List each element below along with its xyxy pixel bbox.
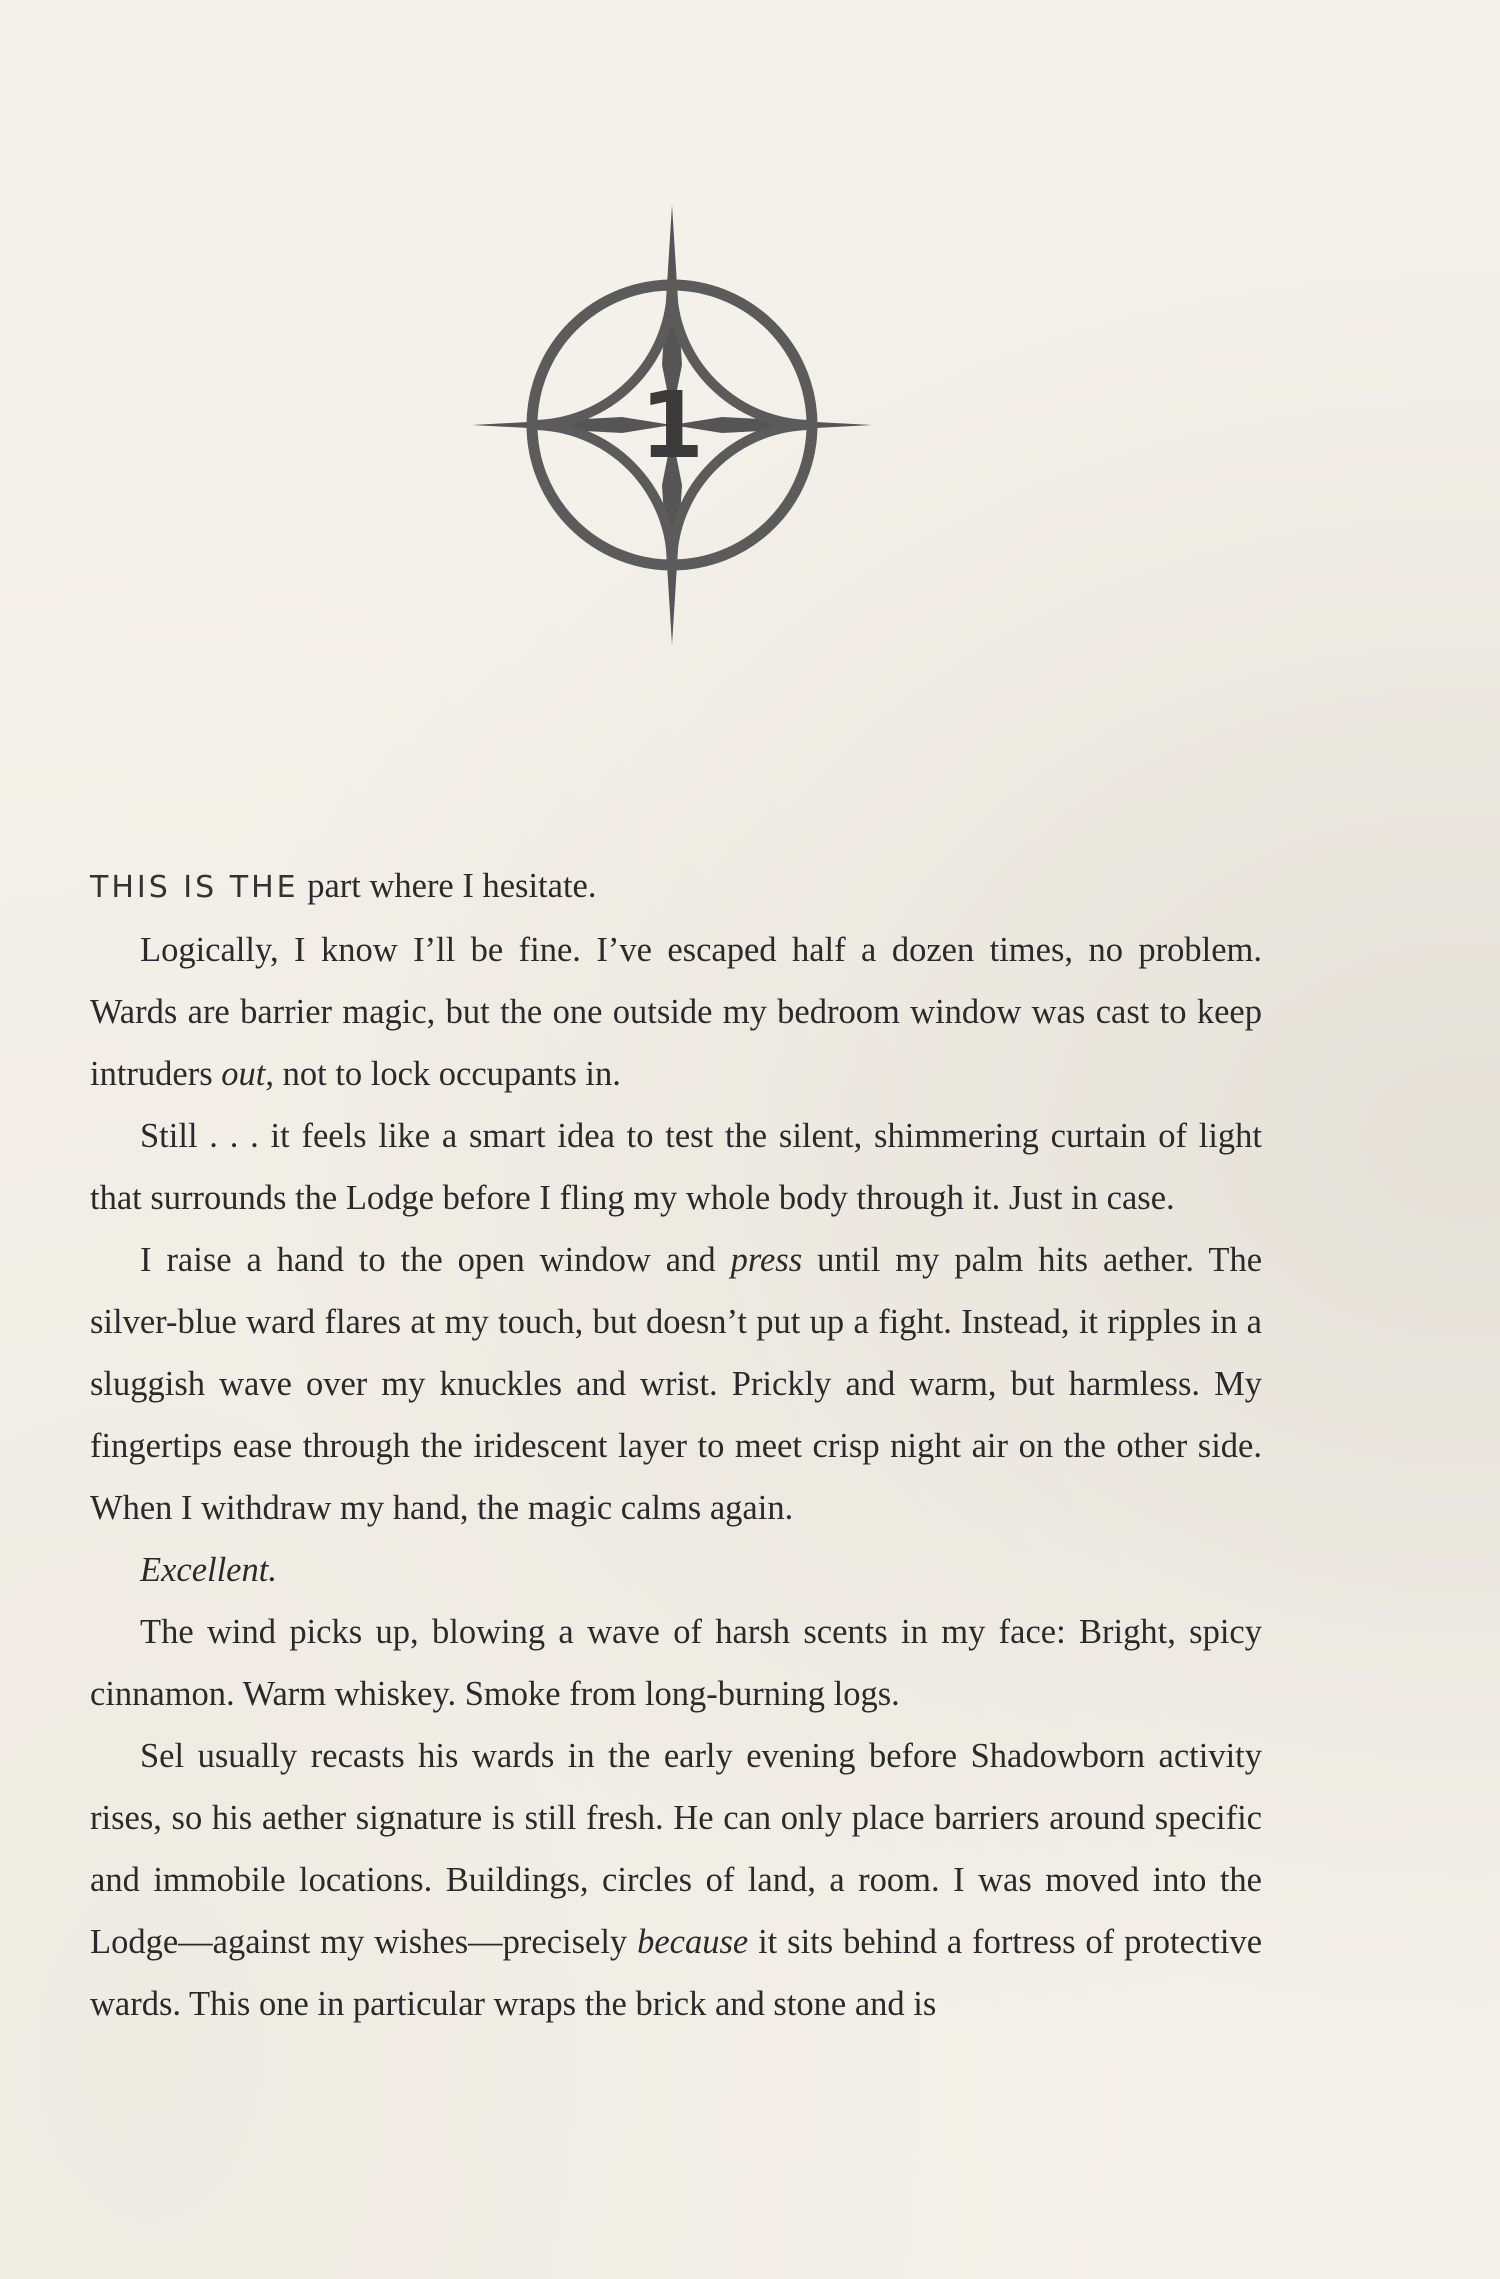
emphasis-text: because <box>637 1923 749 1961</box>
paragraph-text: Logically, I know I’ll be fine. I’ve escaped half a dozen times, no problem. Wards are barrier magic, but the one outside my bedroom window was cast to keep intruders <box>90 931 1262 1093</box>
paragraph-5 <box>90 1539 1262 1601</box>
paragraph-3 <box>90 1105 1262 1229</box>
paragraph-text: Still . . . it feels like a smart idea to test the silent, shimmering curtain of light that surrounds the Lodge before I fling my whole body through it. Just in case. <box>90 1117 1262 1217</box>
paragraph-text: I raise a hand to the open window and <box>140 1241 731 1279</box>
paragraph-text: part where I hesitate. <box>298 867 597 905</box>
paragraph-6 <box>90 1601 1262 1725</box>
paragraph-text: it sits behind a fortress of protective wards. This one in particular wraps the brick and stone and is <box>90 1923 1263 2023</box>
paragraph-text: , not to lock occupants in. <box>265 1055 621 1093</box>
paragraph-text: until my palm hits aether. The silver-blue ward flares at my touch, but doesn’t put up a fight. Instead, it ripples in a sluggish wave over my knuckles and wrist. Prickly and warm, but harmless. My fingertips ease through the iridescent layer to meet crisp night air on the other side. When I withdraw my hand, the magic calms again. <box>90 1241 1263 1527</box>
chapter-number: 1 <box>639 372 705 479</box>
paragraph-7 <box>90 1725 1262 2035</box>
lead-in-smallcaps: THIS IS THE <box>90 870 299 905</box>
paragraph-4 <box>90 1229 1262 1539</box>
paragraph-1 <box>90 855 1262 919</box>
paragraph-text: Sel usually recasts his wards in the early evening before Shadowborn activity rises, so his aether signature is still fresh. He can only place barriers around specific and immobile locations. Buildings, circles of land, a room. I was moved into the Lodge—against my wishes—precisely <box>90 1737 1262 1961</box>
chapter-text <box>90 855 1262 2035</box>
emphasis-text: out <box>221 1055 266 1093</box>
paragraph-2 <box>90 919 1262 1105</box>
paragraph-text: The wind picks up, blowing a wave of harsh scents in my face: Bright, spicy cinnamon. Warm whiskey. Smoke from long-burning logs. <box>90 1613 1262 1713</box>
compass-star-icon <box>472 205 872 645</box>
chapter-emblem <box>472 205 872 645</box>
emphasis-text: Excellent. <box>140 1551 277 1589</box>
emphasis-text: press <box>730 1241 803 1279</box>
